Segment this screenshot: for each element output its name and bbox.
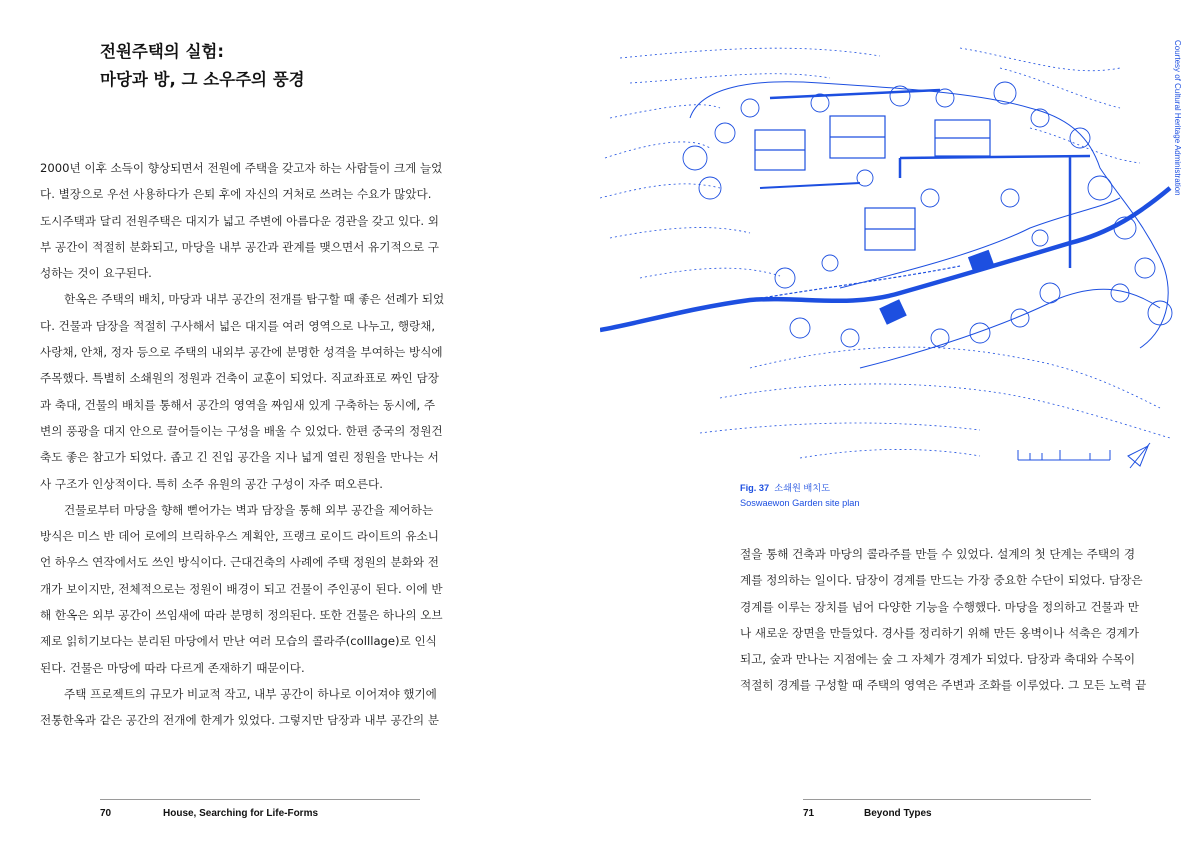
page-number-left: 70 bbox=[100, 808, 112, 819]
body-line: 다. 별장으로 우선 사용하다가 은퇴 후에 자신의 거처로 쓰려는 수요가 많았다. bbox=[40, 187, 432, 202]
footer-rule-right bbox=[803, 799, 1091, 800]
body-line: 계를 정의하는 일이다. 담장이 경계를 만드는 가장 중요한 수단이 되었다. 담장은 bbox=[740, 573, 1143, 588]
body-line: 제로 읽히기보다는 분리된 마당에서 만난 여러 모습의 콜라주(colllage)로 인식 bbox=[40, 634, 437, 649]
body-line: 된다. 건물은 마당에 따라 다르게 존재하기 때문이다. bbox=[40, 660, 305, 675]
body-line: 언 하우스 연작에서도 쓰인 방식이다. 근대건축의 사례에 주택 정원의 분화와 전 bbox=[40, 555, 439, 570]
body-line: 2000년 이후 소득이 향상되면서 전원에 주택을 갖고자 하는 사람들이 크게 늘었 bbox=[40, 161, 443, 175]
body-line: 사랑채, 안채, 정자 등으로 주택의 내외부 공간에 분명한 성격을 부여하는 방식에 bbox=[40, 345, 443, 360]
chapter-title bbox=[100, 38, 520, 94]
body-line: 성하는 것이 요구된다. bbox=[40, 266, 152, 281]
figure-caption-english: Soswaewon Garden site plan bbox=[740, 498, 860, 508]
right-body-text bbox=[740, 541, 1165, 699]
body-line: 적절히 경계를 구성할 때 주택의 영역은 주변과 조화를 이루었다. 그 모든 노력 끝 bbox=[740, 678, 1147, 693]
body-line: 방식은 미스 반 데어 로에의 브릭하우스 계획안, 프랭크 로이드 라이트의 유소니 bbox=[40, 529, 439, 544]
body-line: 경계를 이루는 장치를 넘어 다양한 기능을 수행했다. 마당을 정의하고 건물과 만 bbox=[740, 599, 1139, 614]
body-line: 주택 프로젝트의 규모가 비교적 작고, 내부 공간이 하나로 이어져야 했기에 bbox=[64, 686, 437, 701]
site-plan-drawing bbox=[600, 38, 1186, 472]
page-number-right: 71 bbox=[803, 808, 815, 819]
body-line: 과 축대, 건물의 배치를 통해서 공간의 영역을 짜임새 있게 구축하는 동시에, 주 bbox=[40, 397, 436, 412]
chapter-title-line-2: 마당과 방, 그 소우주의 풍경 bbox=[100, 70, 305, 89]
body-line: 되고, 숲과 만나는 지점에는 숲 그 자체가 경계가 되었다. 담장과 축대와 수목이 bbox=[740, 652, 1136, 667]
figure-caption-korean: 소쇄원 배치도 bbox=[774, 483, 831, 493]
body-line: 부 공간이 적절히 분화되고, 마당을 내부 공간과 관계를 맺으면서 유기적으로 구 bbox=[40, 239, 439, 254]
figure-caption bbox=[740, 481, 860, 511]
body-line: 변의 풍광을 대지 안으로 끌어들이는 구성을 배울 수 있었다. 한편 중국의 정원건 bbox=[40, 423, 443, 438]
running-title-left: House, Searching for Life-Forms bbox=[163, 808, 319, 819]
body-line: 다. 건물과 담장을 적절히 구사해서 넓은 대지를 여러 영역으로 나누고, 행랑채, bbox=[40, 318, 436, 333]
body-line: 사 구조가 인상적이다. 특히 소주 유원의 공간 구성이 자주 떠오른다. bbox=[40, 476, 383, 491]
right-page bbox=[600, 0, 1200, 851]
body-line: 나 새로운 장면을 만들었다. 경사를 정리하기 위해 만든 옹벽이나 석축은 경계가 bbox=[740, 625, 1139, 640]
body-line: 개가 보이지만, 전체적으로는 정원이 배경이 되고 건물이 주인공이 된다. 이에 반 bbox=[40, 581, 443, 596]
body-line: 해 한옥은 외부 공간이 쓰임새에 따라 분명히 정의된다. 또한 건물은 하나의 오브 bbox=[40, 608, 443, 623]
body-line: 건물로부터 마당을 향해 뻗어가는 벽과 담장을 통해 외부 공간을 제어하는 bbox=[64, 502, 434, 517]
chapter-title-line-1: 전원주택의 실험: bbox=[100, 42, 224, 61]
body-line: 절을 통해 건축과 마당의 콜라주를 만들 수 있었다. 설계의 첫 단계는 주택의 경 bbox=[740, 547, 1136, 561]
footer-rule-left bbox=[100, 799, 420, 800]
figure-number: Fig. 37 bbox=[740, 483, 770, 493]
body-line: 도시주택과 달리 전원주택은 대지가 넓고 주변에 아름다운 경관을 갖고 있다. 외 bbox=[40, 213, 439, 228]
running-title-right: Beyond Types bbox=[864, 808, 932, 819]
body-line: 한옥은 주택의 배치, 마당과 내부 공간의 전개를 탐구할 때 좋은 선례가 되었 bbox=[64, 292, 445, 307]
image-credit: Courtesy of Cultural Heritage Administration bbox=[1173, 40, 1182, 196]
body-line: 전통한옥과 같은 공간의 전개에 한계가 있었다. 그렇지만 담장과 내부 공간의 분 bbox=[40, 713, 439, 728]
body-line: 주목했다. 특별히 소쇄원의 정원과 건축이 교훈이 되었다. 직교좌표로 짜인 담장 bbox=[40, 371, 439, 386]
body-line: 축도 좋은 참고가 되었다. 좁고 긴 진입 공간을 지나 넓게 열린 정원을 만나는 서 bbox=[40, 450, 439, 465]
left-body-text bbox=[40, 155, 465, 734]
